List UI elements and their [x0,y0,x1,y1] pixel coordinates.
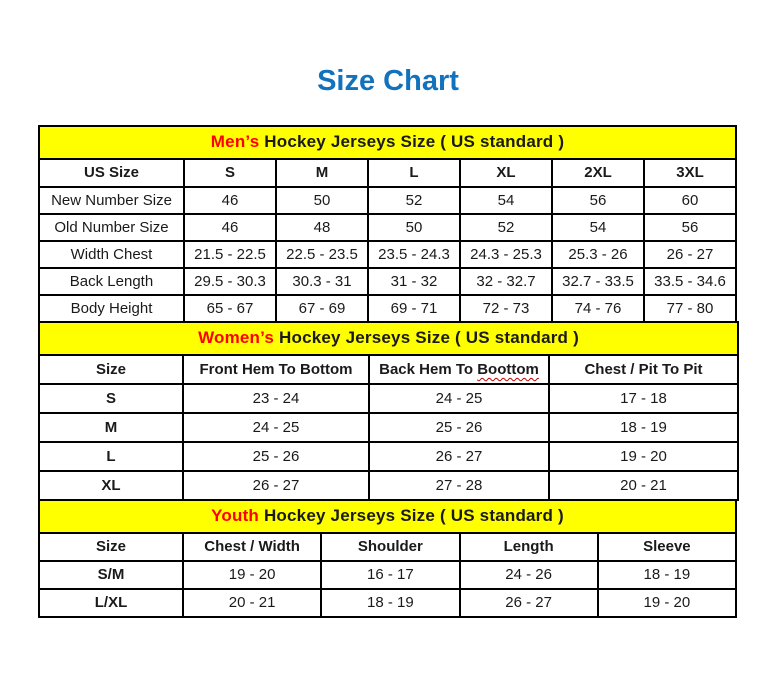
womens-value-cell: 19 - 20 [549,442,738,471]
youth-value-cell: 19 - 20 [183,561,321,589]
mens-value-cell: 65 - 67 [184,295,276,322]
mens-value-cell: 24.3 - 25.3 [460,241,552,268]
youth-banner-highlight: Youth [211,506,260,526]
mens-banner-highlight: Men’s [210,132,260,152]
mens-value-cell: 46 [184,187,276,214]
mens-table-row [39,241,736,268]
page-title: Size Chart [317,65,459,97]
mens-banner [39,126,736,159]
mens-value-cell: 25.3 - 26 [552,241,644,268]
womens-value-cell: 23 - 24 [183,384,369,413]
womens-column-header-text: Back Hem To [379,360,478,378]
mens-value-cell: 67 - 69 [276,295,368,322]
mens-value-cell: 23.5 - 24.3 [368,241,460,268]
mens-value-cell: 29.5 - 30.3 [184,268,276,295]
mens-table-row [39,268,736,295]
mens-value-cell: 22.5 - 23.5 [276,241,368,268]
mens-row-label: New Number Size [39,187,184,214]
mens-column-header-4: XL [460,159,552,187]
mens-value-cell: 46 [184,214,276,241]
youth-value-cell: 18 - 19 [598,561,736,589]
mens-value-cell: 32.7 - 33.5 [552,268,644,295]
womens-column-header-0: Size [39,355,183,384]
mens-value-cell: 52 [460,214,552,241]
womens-value-cell: 25 - 26 [183,442,369,471]
mens-value-cell: 69 - 71 [368,295,460,322]
youth-table-row [39,589,736,617]
youth-column-header-0: Size [39,533,183,561]
womens-table-row [39,471,738,500]
mens-row-label: Old Number Size [39,214,184,241]
womens-table-row [39,413,738,442]
womens-column-header-1: Front Hem To Bottom [183,355,369,384]
womens-column-header-2 [369,355,549,384]
size-chart-container [38,125,737,618]
womens-column-header-3: Chest / Pit To Pit [549,355,738,384]
womens-value-cell: 26 - 27 [369,442,549,471]
womens-value-cell: 25 - 26 [369,413,549,442]
youth-table-row [39,561,736,589]
youth-row-label: L/XL [39,589,183,617]
mens-column-header-5: 2XL [552,159,644,187]
youth-banner [39,500,736,533]
mens-column-header-1: S [184,159,276,187]
womens-banner-text: Hockey Jerseys Size ( US standard ) [274,328,579,348]
womens-row-label: M [39,413,183,442]
mens-value-cell: 60 [644,187,736,214]
youth-size-table [38,499,737,618]
mens-value-cell: 26 - 27 [644,241,736,268]
mens-value-cell: 30.3 - 31 [276,268,368,295]
mens-table-row [39,295,736,322]
mens-banner-text: Hockey Jerseys Size ( US standard ) [259,132,565,152]
womens-value-cell: 18 - 19 [549,413,738,442]
mens-value-cell: 21.5 - 22.5 [184,241,276,268]
mens-value-cell: 52 [368,187,460,214]
mens-value-cell: 50 [368,214,460,241]
youth-column-header-2: Shoulder [321,533,459,561]
mens-value-cell: 54 [460,187,552,214]
womens-value-cell: 24 - 25 [183,413,369,442]
womens-value-cell: 20 - 21 [549,471,738,500]
mens-column-header-6: 3XL [644,159,736,187]
youth-header-row [39,533,736,561]
youth-value-cell: 24 - 26 [460,561,598,589]
womens-row-label: L [39,442,183,471]
mens-header-row [39,159,736,187]
mens-value-cell: 77 - 80 [644,295,736,322]
mens-table-row [39,214,736,241]
mens-column-header-0: US Size [39,159,184,187]
womens-value-cell: 27 - 28 [369,471,549,500]
mens-value-cell: 54 [552,214,644,241]
mens-value-cell: 56 [552,187,644,214]
mens-table-row [39,187,736,214]
womens-misspelled-word: Boottom [477,360,539,378]
womens-table-row [39,442,738,471]
youth-value-cell: 26 - 27 [460,589,598,617]
womens-banner-highlight: Women’s [198,328,275,348]
mens-row-label: Width Chest [39,241,184,268]
mens-value-cell: 33.5 - 34.6 [644,268,736,295]
youth-value-cell: 19 - 20 [598,589,736,617]
womens-row-label: S [39,384,183,413]
womens-header-row [39,355,738,384]
mens-size-table [38,125,737,323]
youth-value-cell: 18 - 19 [321,589,459,617]
womens-banner [39,322,738,355]
womens-row-label: XL [39,471,183,500]
youth-column-header-3: Length [460,533,598,561]
youth-banner-text: Hockey Jerseys Size ( US standard ) [259,506,564,526]
mens-value-cell: 48 [276,214,368,241]
mens-column-header-3: L [368,159,460,187]
youth-row-label: S/M [39,561,183,589]
youth-column-header-1: Chest / Width [183,533,321,561]
youth-value-cell: 16 - 17 [321,561,459,589]
mens-value-cell: 74 - 76 [552,295,644,322]
mens-value-cell: 56 [644,214,736,241]
mens-row-label: Body Height [39,295,184,322]
mens-value-cell: 32 - 32.7 [460,268,552,295]
mens-value-cell: 72 - 73 [460,295,552,322]
mens-column-header-2: M [276,159,368,187]
youth-value-cell: 20 - 21 [183,589,321,617]
womens-value-cell: 24 - 25 [369,384,549,413]
womens-size-table [38,321,739,501]
youth-column-header-4: Sleeve [598,533,736,561]
mens-row-label: Back Length [39,268,184,295]
womens-table-row [39,384,738,413]
womens-value-cell: 17 - 18 [549,384,738,413]
mens-value-cell: 50 [276,187,368,214]
womens-value-cell: 26 - 27 [183,471,369,500]
mens-value-cell: 31 - 32 [368,268,460,295]
